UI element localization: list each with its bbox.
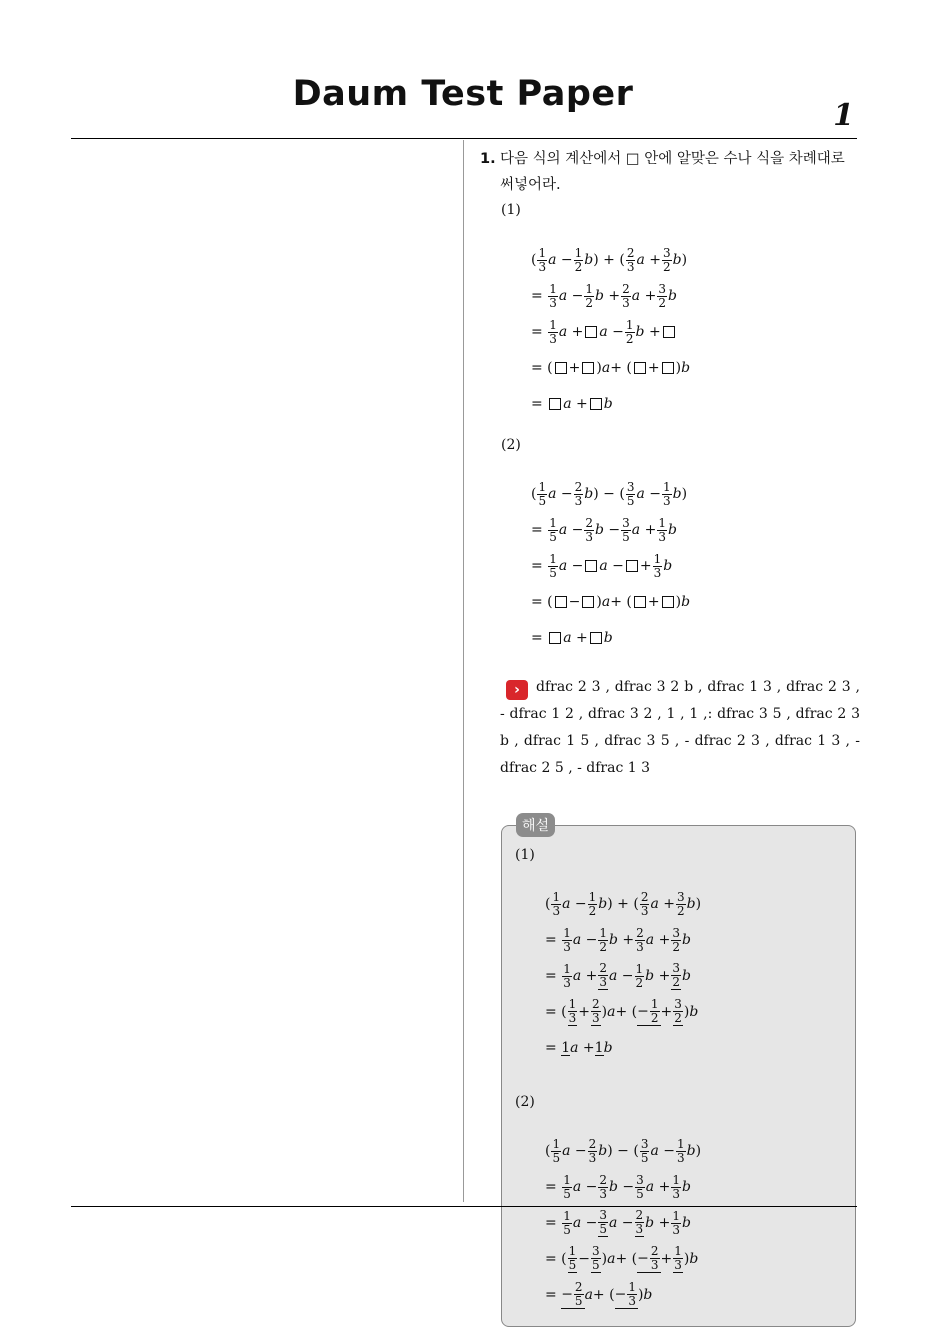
question-number: 1. xyxy=(480,151,496,167)
column-divider xyxy=(463,140,464,1202)
footer-rule xyxy=(71,1206,857,1207)
header-rule xyxy=(71,138,857,139)
answer-block xyxy=(500,674,860,782)
chevron-right-icon: › xyxy=(506,680,528,700)
solution-part-2-label: (2) xyxy=(515,1094,535,1110)
solution-part-2-math: ( 1 5 a − 2 3 b ) − ( 3 5 a − 1 3 b ) = $\frac{1}{5}$ a − 2 3 b − 3 5 a + 1 3 b = $\frac{1}{5}$ a − 3 5 a − 2 3 b + 1 3 b = ( 1 5 − $\frac{3}{5}$ ) a + ( − $\frac{2}{3}$ + $\frac{1}{3}$ ) b = − $\frac{2}{5}$ a + ( − $\frac{1}{3}$ ) b xyxy=(545,1136,702,1308)
solution-part-1-label: (1) xyxy=(515,847,535,863)
question-1-part-2-math: ( 1 5 a − 2 3 b ) − ( 3 5 a − 1 3 b ) = $\frac{1}{5}$ a − 2 3 b − 3 5 a + 1 3 b = $\frac{1}{5}$ a − a − + 1 3 b = ( − ) a + ( + ) b = a + b xyxy=(531,479,691,646)
solution-tag: 해설 xyxy=(516,813,555,837)
part-1-label: (1) xyxy=(501,202,521,218)
page-number: 1 xyxy=(833,98,854,133)
question-1-part-1-math: ( 1 3 a − 1 2 b ) + ( 2 3 a + 3 2 b ) = $\frac{1}{3}$ a − 1 2 b + 2 3 a + 3 2 b = $\frac{1}{3}$ a + a − 1 2 b + = ( + ) a + ( + ) b = a + b xyxy=(531,245,691,412)
part-2-label: (2) xyxy=(501,437,521,453)
solution-part-1-math: ( 1 3 a − 1 2 b ) + ( 2 3 a + 3 2 b ) = $\frac{1}{3}$ a − 1 2 b + 2 3 a + 3 2 b = $\frac{1}{3}$ a + 2 3 a − 1 2 b + 3 2 b = ( 1 3 + $\frac{2}{3}$ ) a + ( − $\frac{1}{2}$ + $\frac{3}{2}$ ) b = 1 a + 1 b xyxy=(545,889,702,1056)
question-text: 다음 식의 계산에서 □ 안에 알맞은 수나 식을 차례대로 써넣어라. xyxy=(500,151,845,193)
answer-text: dfrac 2 3 , dfrac 3 2 b , dfrac 1 3 , dfrac 2 3 , - dfrac 1 2 , dfrac 3 2 , 1 , 1 ,: dfrac 3 5 , dfrac 2 3 b , dfrac 1 5 , dfrac 3 5 , - dfrac 2 3 , dfrac 1 3 , - dfrac 2 5 , - dfrac 1 3 xyxy=(500,679,860,776)
question-1 xyxy=(480,146,860,198)
page-title: Daum Test Paper xyxy=(292,74,634,114)
